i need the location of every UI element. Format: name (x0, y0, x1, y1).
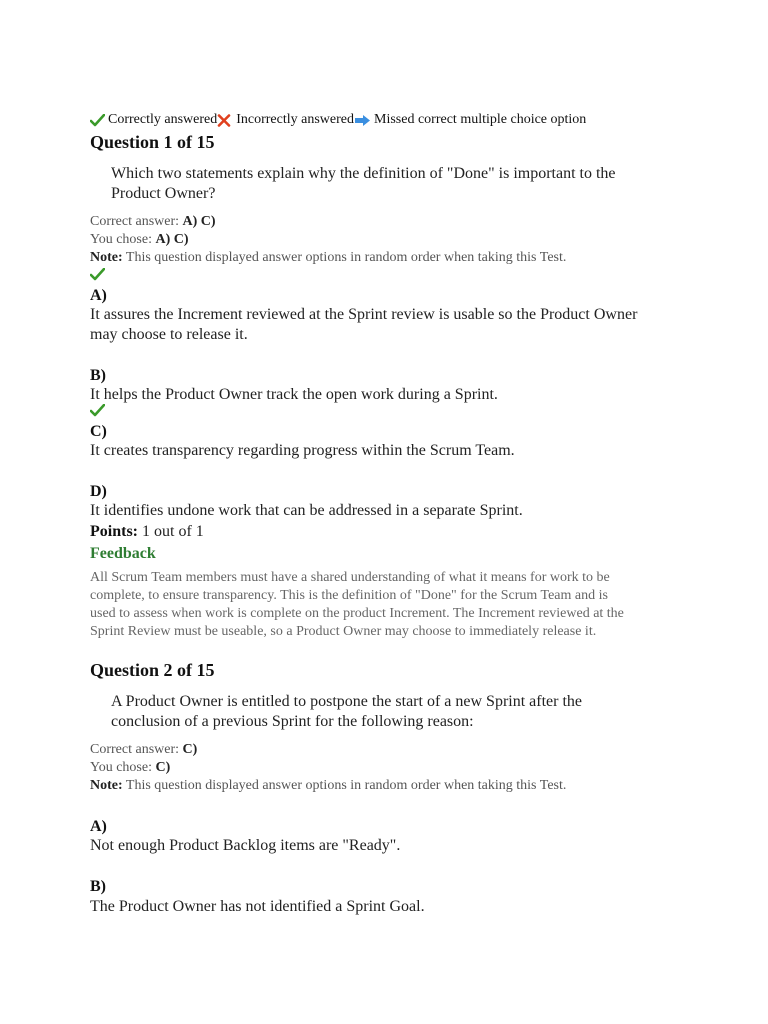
question-2-text-line: A Product Owner is entitled to postpone the start of a new Sprint after the (111, 693, 583, 710)
you-chose-row (90, 759, 566, 777)
option-text-line: may choose to release it. (90, 326, 248, 343)
note-text: This question displayed answer options in random order when taking this Test. (125, 250, 567, 265)
you-chose-label: You chose: (90, 760, 152, 775)
correct-answer-value: C) (182, 742, 198, 757)
note-row (90, 777, 566, 795)
answer-legend (90, 112, 586, 128)
option-letter: D) (90, 483, 107, 500)
feedback-line: Sprint Review must be useable, so a Product Owner may choose to immediately release it. (90, 624, 597, 639)
option-text-line: It assures the Increment reviewed at the Sprint review is usable so the Product Owner (90, 306, 638, 323)
question-1-answer-summary (90, 213, 566, 267)
you-chose-row (90, 231, 566, 249)
note-text: This question displayed answer options in random order when taking this Test. (125, 778, 567, 793)
feedback-line: All Scrum Team members must have a shared understanding of what it means for work to be (90, 570, 610, 585)
legend-correct (90, 112, 217, 128)
question-2-text-line: conclusion of a previous Sprint for the following reason: (111, 713, 474, 730)
note-row (90, 249, 566, 267)
check-icon (90, 114, 105, 127)
correct-answer-row (90, 213, 566, 231)
option-text: The Product Owner has not identified a Sprint Goal. (90, 898, 425, 915)
option-letter: A) (90, 287, 107, 304)
question-2-title: Question 2 of 15 (90, 660, 215, 680)
feedback-title: Feedback (90, 545, 156, 562)
note-label: Note: (90, 778, 123, 793)
check-icon (90, 404, 105, 417)
question-1-text (111, 164, 616, 204)
correct-answer-row (90, 741, 566, 759)
legend-incorrect-label: Incorrectly answered (236, 112, 355, 127)
feedback-line: used to assess when work is complete on the product Increment. The Increment reviewed at the (90, 606, 624, 621)
option-letter: B) (90, 878, 106, 895)
points-label: Points: (90, 523, 138, 540)
check-icon (90, 268, 105, 281)
question-1-text-line: Product Owner? (111, 185, 216, 202)
correct-answer-label: Correct answer: (90, 214, 180, 229)
legend-incorrect (217, 112, 354, 128)
option-text: It identifies undone work that can be addressed in a separate Sprint. (90, 502, 523, 519)
option-letter: B) (90, 367, 106, 384)
arrow-right-icon (354, 114, 371, 127)
option-text: Not enough Product Backlog items are "Ready". (90, 837, 401, 854)
note-label: Note: (90, 250, 123, 265)
legend-correct-label: Correctly answered (108, 112, 218, 127)
legend-missed-label: Missed correct multiple choice option (374, 112, 587, 127)
option-text: It helps the Product Owner track the open work during a Sprint. (90, 386, 498, 403)
legend-missed (354, 112, 586, 128)
question-1-title: Question 1 of 15 (90, 132, 215, 152)
question-1-text-line: Which two statements explain why the definition of "Done" is important to the (111, 165, 616, 182)
question-2-answer-summary (90, 741, 566, 795)
correct-answer-value: A) C) (182, 214, 216, 229)
option-text: It creates transparency regarding progress within the Scrum Team. (90, 442, 515, 459)
feedback-line: complete, to ensure transparency. This is the definition of "Done" for the Scrum Team and is (90, 588, 608, 603)
option-text (90, 305, 690, 345)
option-letter: A) (90, 818, 107, 835)
you-chose-value: C) (155, 760, 171, 775)
points-row (90, 522, 204, 542)
option-letter: C) (90, 423, 107, 440)
points-value: 1 out of 1 (142, 523, 204, 540)
question-2-text (111, 692, 582, 732)
cross-icon (217, 114, 231, 127)
you-chose-label: You chose: (90, 232, 152, 247)
feedback-text (90, 569, 690, 641)
correct-answer-label: Correct answer: (90, 742, 180, 757)
you-chose-value: A) C) (155, 232, 189, 247)
